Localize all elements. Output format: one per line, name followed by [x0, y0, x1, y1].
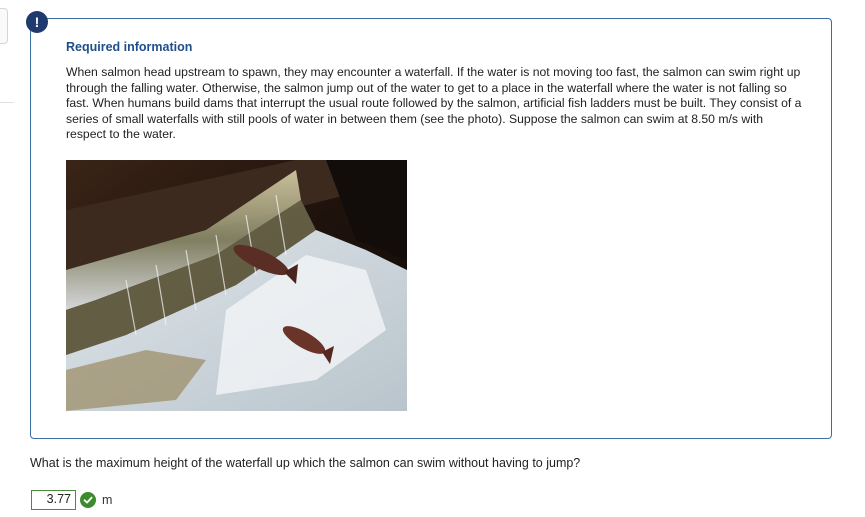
answer-row: [31, 489, 112, 510]
alert-icon: !: [26, 11, 48, 33]
answer-unit: m: [102, 492, 113, 507]
side-divider: [0, 102, 14, 103]
info-title: Required information: [66, 40, 193, 54]
info-body-text: When salmon head upstream to spawn, they may encounter a waterfall. If the water is not moving too fast, the salmon can swim right up through the falling water. Otherwise, the salmon jump out of the water to get to a place in the waterfall where the water is not falling so fast. When humans build dams that interrupt the usual route followed by the salmon, artificial fish ladders must be built. They consist of a series of small waterfalls with still pools of water in between them (see the photo). Suppose the salmon can swim at 8.50 m/s with respect to the water.: [66, 65, 802, 142]
check-circle-icon: [80, 492, 96, 508]
side-tab[interactable]: [0, 8, 8, 44]
question-text: What is the maximum height of the waterfall up which the salmon can swim without having to jump?: [30, 456, 581, 470]
answer-input[interactable]: 3.77: [31, 490, 76, 510]
salmon-waterfall-photo: [66, 160, 407, 411]
